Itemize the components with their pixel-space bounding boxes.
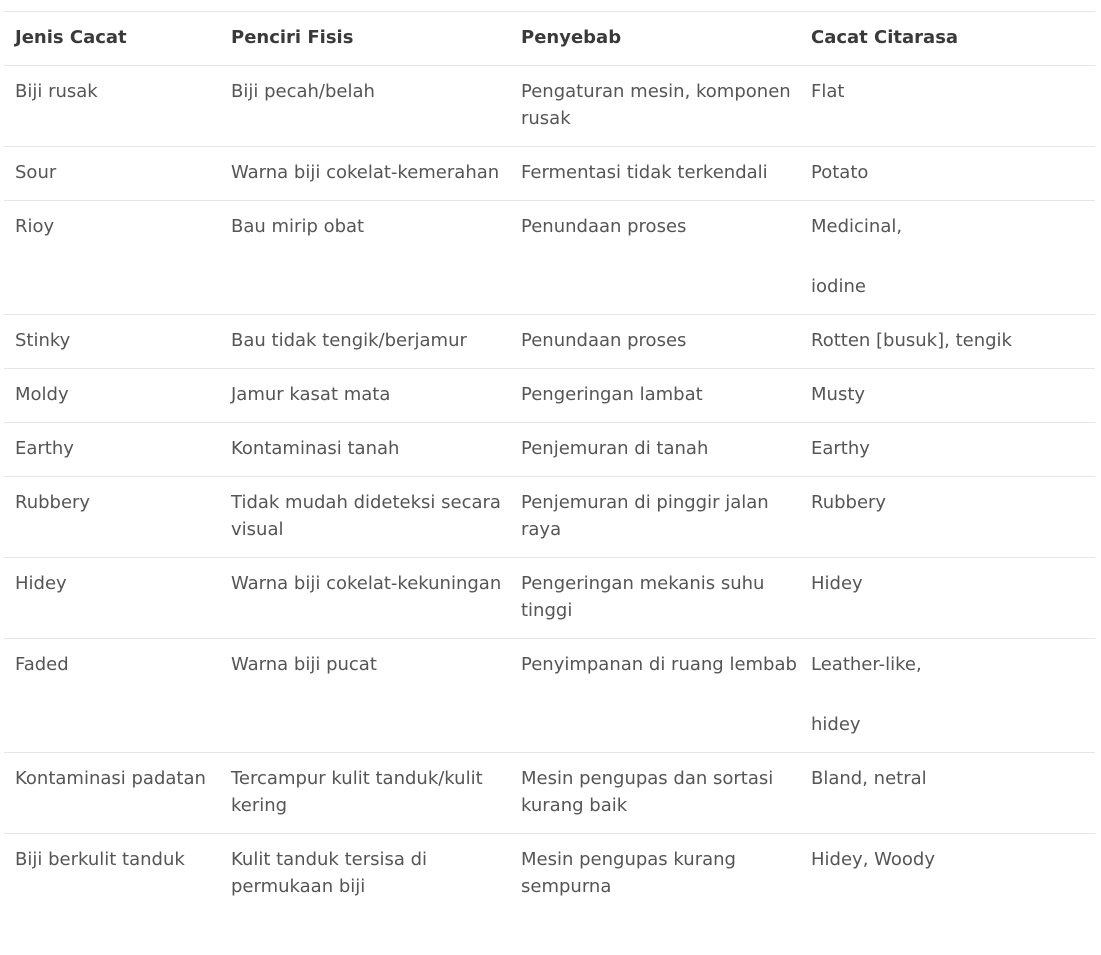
defect-table-container [4, 11, 1095, 914]
header-penyebab: Penyebab [510, 12, 800, 66]
table-row [4, 423, 1095, 477]
cell-penyebab: Mesin pengupas dan sortasi kurang baik [510, 753, 800, 834]
citarasa-line: Hidey, Woody [811, 849, 935, 870]
cell-penciri: Warna biji cokelat-kekuningan [220, 558, 510, 639]
cell-penciri: Jamur kasat mata [220, 369, 510, 423]
cell-penyebab: Penundaan proses [510, 315, 800, 369]
cell-citarasa [800, 639, 1095, 753]
cell-citarasa [800, 369, 1095, 423]
table-row [4, 834, 1095, 915]
cell-citarasa [800, 201, 1095, 315]
cell-jenis: Rubbery [4, 477, 220, 558]
cell-penyebab: Pengeringan mekanis suhu tinggi [510, 558, 800, 639]
cell-penyebab: Mesin pengupas kurang sempurna [521, 849, 736, 897]
cell-penyebab: Penjemuran di pinggir jalan raya [510, 477, 800, 558]
cell-penciri: Tidak mudah dideteksi secara visual [220, 477, 510, 558]
cell-citarasa [800, 558, 1095, 639]
cell-jenis: Sour [4, 147, 220, 201]
cell-citarasa [800, 477, 1095, 558]
citarasa-line: Medicinal, [811, 216, 903, 237]
cell-citarasa [800, 147, 1095, 201]
table-header-row [4, 12, 1095, 66]
cell-jenis: Rioy [4, 201, 220, 315]
citarasa-line: Musty [811, 384, 866, 405]
citarasa-line: Rubbery [811, 492, 887, 513]
header-penciri-fisis: Penciri Fisis [220, 12, 510, 66]
cell-penciri: Kontaminasi tanah [220, 423, 510, 477]
table-row [4, 201, 1095, 315]
table-row [4, 639, 1095, 753]
cell-citarasa [800, 66, 1095, 147]
cell-citarasa [800, 753, 1095, 834]
citarasa-line: Potato [811, 162, 869, 183]
table-row [4, 66, 1095, 147]
cell-penyebab: Penyimpanan di ruang lembab [510, 639, 800, 753]
cell-jenis: Hidey [4, 558, 220, 639]
cell-penyebab: Pengaturan mesin, komponen rusak [510, 66, 800, 147]
cell-penciri: Warna biji pucat [220, 639, 510, 753]
cell-penciri: Warna biji cokelat-kemerahan [220, 147, 510, 201]
cell-penciri: Kulit tanduk tersisa di permukaan biji [231, 849, 428, 897]
header-cacat-citarasa: Cacat Citarasa [800, 12, 1095, 66]
cell-jenis: Kontaminasi padatan [4, 753, 220, 834]
cell-penyebab: Fermentasi tidak terkendali [510, 147, 800, 201]
cell-penciri: Tercampur kulit tanduk/kulit kering [220, 753, 510, 834]
cell-jenis: Moldy [4, 369, 220, 423]
citarasa-line: Bland, netral [811, 768, 927, 789]
citarasa-line: hidey [811, 714, 861, 735]
cell-jenis: Biji berkulit tanduk [15, 849, 185, 870]
table-row [4, 558, 1095, 639]
cell-citarasa [800, 423, 1095, 477]
header-jenis-cacat: Jenis Cacat [4, 12, 220, 66]
cell-penyebab: Pengeringan lambat [510, 369, 800, 423]
defect-table [4, 12, 1095, 914]
cell-penyebab: Penjemuran di tanah [510, 423, 800, 477]
citarasa-line: Flat [811, 81, 845, 102]
cell-penciri: Biji pecah/belah [220, 66, 510, 147]
cell-jenis: Faded [4, 639, 220, 753]
citarasa-line: Leather-like, [811, 654, 922, 675]
cell-penciri: Bau tidak tengik/berjamur [220, 315, 510, 369]
citarasa-line: iodine [811, 276, 866, 297]
citarasa-line: Rotten [busuk], tengik [811, 330, 1012, 351]
table-row [4, 315, 1095, 369]
cell-citarasa [800, 315, 1095, 369]
cell-jenis: Stinky [4, 315, 220, 369]
cell-jenis: Earthy [4, 423, 220, 477]
citarasa-line: Earthy [811, 438, 870, 459]
citarasa-line: Hidey [811, 573, 863, 594]
cell-citarasa [800, 834, 1095, 915]
table-row [4, 477, 1095, 558]
cell-penyebab: Penundaan proses [510, 201, 800, 315]
table-row [4, 147, 1095, 201]
table-row [4, 369, 1095, 423]
cell-jenis: Biji rusak [4, 66, 220, 147]
table-row [4, 753, 1095, 834]
cell-penciri: Bau mirip obat [220, 201, 510, 315]
